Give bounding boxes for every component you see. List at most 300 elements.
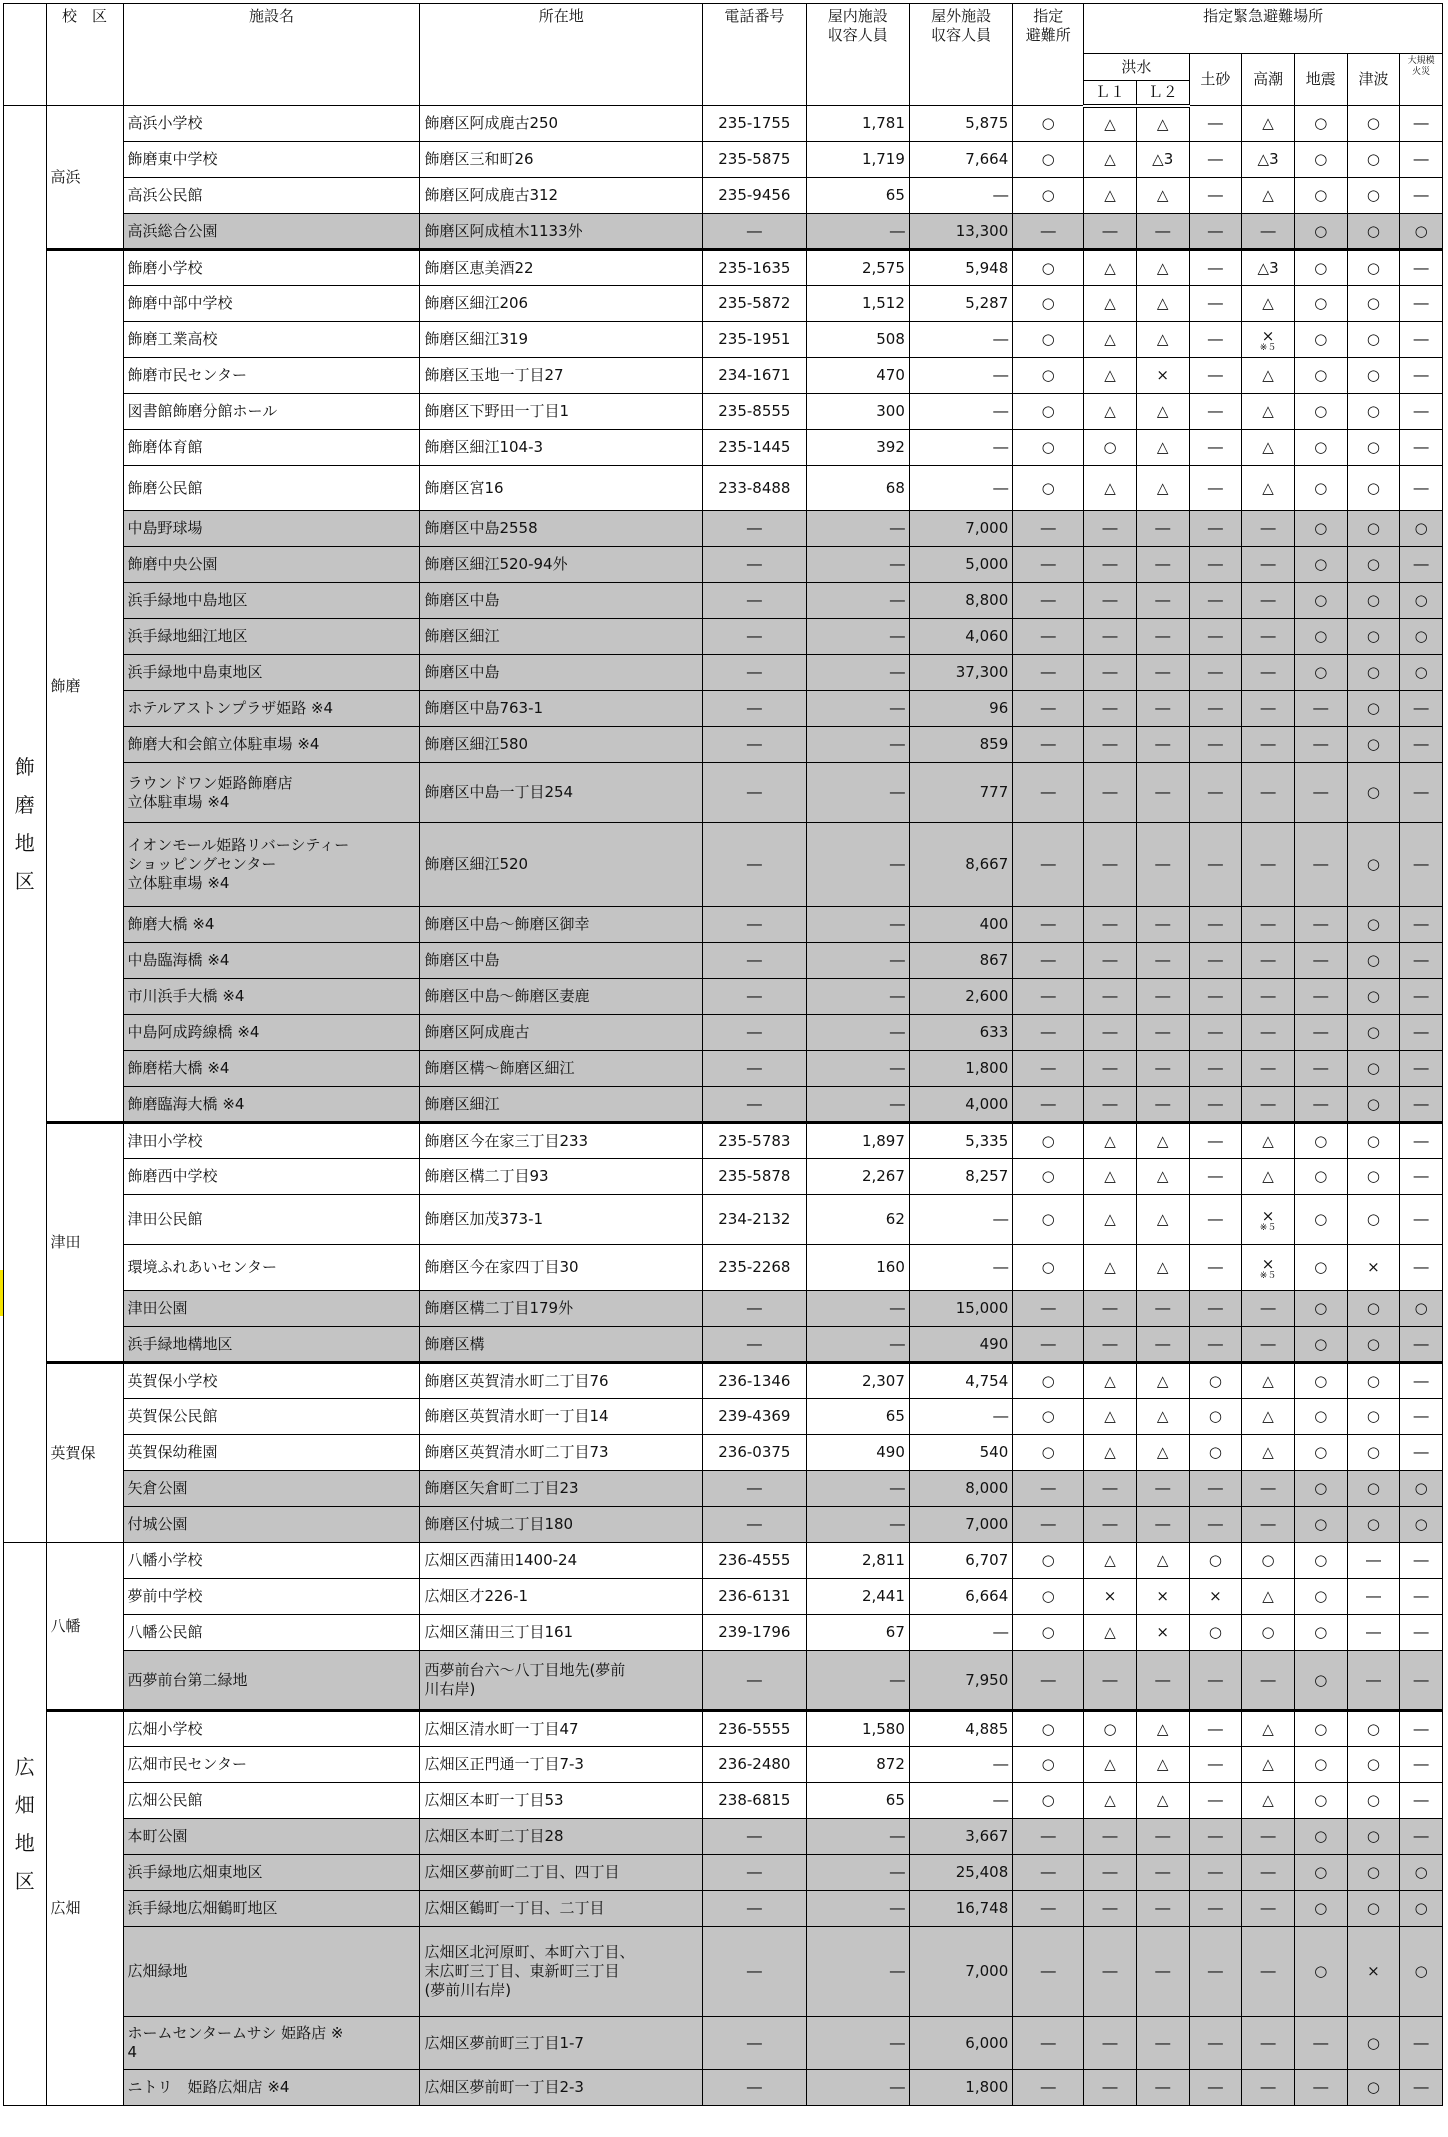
cell-landslide: [1189, 358, 1242, 394]
cell-outdoor-capacity-value: 7,664: [965, 150, 1009, 168]
cell-facility-name-value: 夢前中学校: [127, 1587, 203, 1605]
cell-outdoor-capacity-value: 5,948: [965, 258, 1009, 277]
cell-flood-l1: [1084, 466, 1137, 511]
cell-indoor-capacity: [806, 1015, 909, 1051]
cell-large-fire: [1400, 142, 1443, 178]
cell-flood-l1-value: ―: [1102, 1515, 1118, 1533]
cell-designated-shelter: [1013, 1783, 1084, 1819]
cell-designated-shelter-value: ―: [1040, 1299, 1056, 1317]
cell-phone: [703, 1015, 806, 1051]
cell-designated-shelter: [1013, 1363, 1084, 1399]
cell-flood-l2: [1136, 430, 1189, 466]
table-row: [4, 823, 1443, 907]
cell-storm-surge: [1242, 394, 1295, 430]
cell-address: [420, 1363, 703, 1399]
table-row: [4, 214, 1443, 250]
cell-storm-surge: [1242, 1245, 1295, 1291]
cell-flood-l1-value: ―: [1102, 2078, 1118, 2096]
cell-large-fire-value: ○: [1414, 519, 1428, 537]
cell-phone: [703, 583, 806, 619]
cell-tsunami: [1347, 1435, 1400, 1471]
cell-indoor-capacity: [806, 1927, 909, 2017]
cell-designated-shelter-value: ―: [1040, 1899, 1056, 1917]
cell-address-value: 飾磨区中島763-1: [424, 699, 544, 717]
cell-tsunami-value: ○: [1366, 915, 1380, 933]
cell-facility-name: [123, 1327, 420, 1363]
table-row: [4, 1245, 1443, 1291]
cell-designated-shelter-value: ―: [1040, 735, 1056, 753]
cell-tsunami: [1347, 1891, 1400, 1927]
cell-outdoor-capacity-value: 867: [979, 951, 1009, 969]
cell-earthquake: [1294, 1471, 1347, 1507]
cell-tsunami-value: ―: [1365, 1551, 1381, 1569]
cell-flood-l2-value: ―: [1155, 2033, 1171, 2052]
cell-tsunami: [1347, 1399, 1400, 1435]
cell-tsunami: [1347, 691, 1400, 727]
cell-storm-surge: [1242, 1327, 1295, 1363]
cell-address-value: 飾磨区英賀清水町二丁目73: [424, 1443, 609, 1461]
header-storm-surge: 高潮: [1242, 54, 1295, 106]
cell-flood-l1: [1084, 943, 1137, 979]
cell-landslide-value: ―: [1207, 2078, 1223, 2096]
cell-phone: [703, 430, 806, 466]
cell-outdoor-capacity: [909, 106, 1012, 142]
cell-landslide-value: ―: [1207, 1023, 1223, 1041]
cell-flood-l2-value: ―: [1155, 555, 1171, 573]
cell-designated-shelter-value: ○: [1041, 366, 1055, 384]
cell-storm-surge: [1242, 1507, 1295, 1543]
cell-earthquake-value: ○: [1314, 1827, 1328, 1845]
cell-flood-l2-value: △: [1156, 1371, 1169, 1390]
cell-facility-name: [123, 619, 420, 655]
cell-phone-value: ―: [746, 2033, 762, 2052]
cell-large-fire: [1400, 2070, 1443, 2106]
cell-designated-shelter-value: ―: [1040, 1094, 1056, 1113]
cell-facility-name-value: 広畑小学校: [127, 1719, 203, 1738]
cell-storm-surge-value: △: [1262, 114, 1274, 132]
cell-indoor-capacity: [806, 178, 909, 214]
cell-phone: [703, 1327, 806, 1363]
cell-facility-name: [123, 943, 420, 979]
cell-large-fire: [1400, 1747, 1443, 1783]
cell-earthquake-value: ―: [1313, 1059, 1329, 1077]
cell-phone-value: 235-5878: [718, 1167, 791, 1185]
cell-landslide: [1189, 763, 1242, 823]
cell-large-fire-value: ―: [1413, 1587, 1429, 1605]
cell-flood-l2-value: △: [1156, 1443, 1169, 1461]
cell-address: [420, 763, 703, 823]
cell-indoor-capacity-value: ―: [889, 1299, 905, 1317]
cell-earthquake: [1294, 1015, 1347, 1051]
table-row: [4, 394, 1443, 430]
cell-designated-shelter-value: ―: [1040, 663, 1056, 681]
storm-surge-footnote: ※５: [1259, 342, 1277, 353]
cell-address-value: 飾磨区構二丁目93: [424, 1167, 549, 1185]
cell-outdoor-capacity-value: ―: [993, 330, 1009, 348]
cell-flood-l2-value: △3: [1152, 150, 1174, 168]
cell-address: [420, 1087, 703, 1123]
cell-large-fire-value: ―: [1413, 1443, 1429, 1461]
cell-indoor-capacity: [806, 250, 909, 286]
cell-outdoor-capacity: [909, 2070, 1012, 2106]
cell-earthquake: [1294, 1245, 1347, 1291]
cell-landslide: [1189, 2070, 1242, 2106]
cell-landslide-value: ―: [1207, 1167, 1223, 1185]
cell-outdoor-capacity-value: 8,000: [965, 1479, 1009, 1497]
cell-address-value: 広畑区鶴町一丁目、二丁目: [424, 1899, 605, 1917]
cell-outdoor-capacity: [909, 1783, 1012, 1819]
cell-storm-surge: [1242, 1711, 1295, 1747]
cell-tsunami: [1347, 250, 1400, 286]
cell-earthquake: [1294, 1363, 1347, 1399]
cell-phone-value: ―: [746, 221, 762, 240]
cell-address-value: 飾磨区構～飾磨区細江: [424, 1059, 575, 1077]
cell-large-fire: [1400, 1051, 1443, 1087]
cell-flood-l1-value: ―: [1102, 987, 1118, 1005]
cell-facility-name: [123, 1159, 420, 1195]
cell-storm-surge: [1242, 430, 1295, 466]
cell-indoor-capacity-value: 2,441: [861, 1587, 905, 1605]
cell-storm-surge: [1242, 250, 1295, 286]
cell-large-fire-value: ―: [1413, 1623, 1429, 1641]
cell-earthquake-value: ―: [1313, 783, 1329, 801]
cell-designated-shelter-value: ―: [1040, 1827, 1056, 1845]
cell-flood-l2-value: △: [1156, 258, 1169, 277]
cell-indoor-capacity: [806, 1363, 909, 1399]
cell-landslide: [1189, 1507, 1242, 1543]
cell-flood-l2: [1136, 511, 1189, 547]
cell-flood-l1-value: △: [1104, 1167, 1116, 1185]
cell-facility-name-value: 高浜総合公園: [127, 221, 218, 240]
cell-address: [420, 1543, 703, 1579]
cell-tsunami: [1347, 1291, 1400, 1327]
cell-flood-l2-value: ―: [1155, 221, 1171, 240]
cell-earthquake-value: ○: [1314, 1258, 1328, 1276]
cell-large-fire-value: ―: [1413, 150, 1429, 168]
cell-large-fire-value: ―: [1413, 402, 1429, 420]
cell-flood-l2-value: ―: [1155, 951, 1171, 969]
cell-flood-l2-value: △: [1156, 438, 1169, 456]
cell-phone: [703, 466, 806, 511]
cell-flood-l1-value: △: [1104, 1407, 1116, 1425]
cell-earthquake: [1294, 1159, 1347, 1195]
cell-outdoor-capacity: [909, 547, 1012, 583]
cell-flood-l2-value: ―: [1155, 1827, 1171, 1845]
cell-landslide-value: ×: [1209, 1587, 1222, 1605]
table-row: [4, 250, 1443, 286]
cell-flood-l2: [1136, 250, 1189, 286]
cell-large-fire: [1400, 394, 1443, 430]
cell-designated-shelter-value: ―: [1040, 2078, 1056, 2096]
cell-tsunami-value: ○: [1366, 1827, 1380, 1845]
cell-designated-shelter: [1013, 1507, 1084, 1543]
cell-earthquake: [1294, 358, 1347, 394]
cell-indoor-capacity-value: 470: [876, 366, 905, 384]
cell-outdoor-capacity: [909, 727, 1012, 763]
table-row: [4, 1015, 1443, 1051]
cell-outdoor-capacity-value: 777: [979, 783, 1009, 801]
cell-phone-value: 235-1445: [718, 438, 791, 456]
cell-storm-surge: [1242, 907, 1295, 943]
cell-flood-l1-value: ―: [1102, 1299, 1118, 1317]
cell-earthquake-value: ○: [1314, 663, 1328, 681]
cell-indoor-capacity: [806, 1891, 909, 1927]
cell-indoor-capacity: [806, 547, 909, 583]
cell-large-fire: [1400, 1435, 1443, 1471]
cell-landslide-value: ―: [1207, 1899, 1223, 1917]
cell-storm-surge: [1242, 619, 1295, 655]
cell-earthquake-value: ―: [1313, 951, 1329, 969]
cell-indoor-capacity-value: ―: [889, 2033, 905, 2052]
cell-tsunami-value: ○: [1366, 1334, 1380, 1353]
cell-outdoor-capacity: [909, 1327, 1012, 1363]
cell-flood-l1: [1084, 1927, 1137, 2017]
cell-indoor-capacity-value: 62: [885, 1210, 905, 1228]
cell-phone-value: 239-4369: [718, 1407, 791, 1425]
cell-facility-name: [123, 2017, 420, 2070]
cell-indoor-capacity: [806, 1195, 909, 1245]
cell-tsunami: [1347, 322, 1400, 358]
cell-tsunami-value: ○: [1366, 402, 1380, 420]
cell-storm-surge: [1242, 1543, 1295, 1579]
cell-tsunami-value: ○: [1366, 221, 1380, 240]
cell-address: [420, 286, 703, 322]
cell-designated-shelter-value: ○: [1041, 1443, 1055, 1461]
cell-indoor-capacity: [806, 979, 909, 1015]
cell-landslide: [1189, 1087, 1242, 1123]
cell-facility-name-value: 飾磨体育館: [127, 438, 203, 456]
cell-indoor-capacity: [806, 511, 909, 547]
cell-tsunami-value: ○: [1366, 663, 1380, 681]
cell-designated-shelter-value: ―: [1040, 1515, 1056, 1533]
cell-flood-l1-value: ―: [1102, 699, 1118, 717]
cell-outdoor-capacity: [909, 1195, 1012, 1245]
cell-address: [420, 2017, 703, 2070]
cell-flood-l2: [1136, 727, 1189, 763]
cell-tsunami-value: ―: [1365, 1623, 1381, 1641]
cell-flood-l2-value: ×: [1156, 1623, 1169, 1641]
cell-landslide: [1189, 1435, 1242, 1471]
storm-surge-footnote: ※５: [1259, 1270, 1277, 1281]
cell-flood-l2: [1136, 358, 1189, 394]
cell-designated-shelter-value: ○: [1041, 1210, 1055, 1228]
cell-landslide: [1189, 727, 1242, 763]
district-label: 広 畑 地 区: [14, 1754, 35, 1893]
cell-designated-shelter: [1013, 1435, 1084, 1471]
cell-landslide: [1189, 1651, 1242, 1711]
cell-tsunami-value: ○: [1366, 478, 1380, 497]
cell-storm-surge-value: ―: [1260, 555, 1276, 573]
cell-outdoor-capacity-value: 859: [979, 735, 1009, 753]
cell-earthquake-value: ○: [1314, 1334, 1328, 1353]
cell-tsunami: [1347, 178, 1400, 214]
cell-large-fire: [1400, 1327, 1443, 1363]
cell-earthquake: [1294, 943, 1347, 979]
cell-tsunami: [1347, 1615, 1400, 1651]
cell-flood-l2: [1136, 1245, 1189, 1291]
cell-flood-l2: [1136, 1783, 1189, 1819]
cell-large-fire-value: ―: [1413, 1023, 1429, 1041]
cell-outdoor-capacity-value: ―: [993, 1623, 1009, 1641]
cell-facility-name-value: 浜手緑地広畑東地区: [127, 1863, 263, 1881]
cell-indoor-capacity: [806, 1123, 909, 1159]
cell-landslide: [1189, 1891, 1242, 1927]
cell-flood-l2-value: ―: [1155, 1299, 1171, 1317]
cell-storm-surge-value: ―: [1260, 1023, 1276, 1041]
cell-designated-shelter: [1013, 727, 1084, 763]
cell-phone-value: ―: [746, 1863, 762, 1881]
cell-outdoor-capacity-value: 15,000: [955, 1299, 1009, 1317]
cell-storm-surge: [1242, 691, 1295, 727]
table-row: [4, 2070, 1443, 2106]
cell-phone-value: 235-9456: [718, 186, 791, 204]
cell-outdoor-capacity: [909, 1747, 1012, 1783]
cell-storm-surge: [1242, 763, 1295, 823]
cell-tsunami: [1347, 511, 1400, 547]
cell-storm-surge: [1242, 142, 1295, 178]
cell-tsunami-value: ○: [1366, 1210, 1380, 1228]
cell-tsunami: [1347, 1855, 1400, 1891]
cell-facility-name: [123, 2070, 420, 2106]
cell-designated-shelter: [1013, 1615, 1084, 1651]
cell-flood-l1-value: △: [1104, 1131, 1116, 1150]
cell-earthquake: [1294, 619, 1347, 655]
cell-landslide: [1189, 1245, 1242, 1291]
cell-outdoor-capacity-value: 7,950: [965, 1670, 1009, 1689]
cell-indoor-capacity: [806, 358, 909, 394]
cell-address-value: 飾磨区付城二丁目180: [424, 1515, 574, 1533]
cell-large-fire: [1400, 1123, 1443, 1159]
cell-tsunami: [1347, 358, 1400, 394]
cell-phone: [703, 1783, 806, 1819]
cell-phone: [703, 1399, 806, 1435]
cell-storm-surge: [1242, 1015, 1295, 1051]
cell-flood-l2: [1136, 1015, 1189, 1051]
cell-earthquake: [1294, 763, 1347, 823]
cell-landslide-value: ―: [1207, 330, 1223, 348]
cell-address-value: 飾磨区阿成鹿古: [424, 1023, 530, 1041]
cell-designated-shelter-value: ―: [1040, 1059, 1056, 1077]
cell-address: [420, 358, 703, 394]
cell-address: [420, 1783, 703, 1819]
cell-tsunami: [1347, 763, 1400, 823]
cell-tsunami: [1347, 1543, 1400, 1579]
cell-storm-surge: [1242, 1399, 1295, 1435]
cell-phone-value: ―: [746, 591, 762, 609]
cell-outdoor-capacity-value: 2,600: [965, 987, 1009, 1005]
cell-outdoor-capacity: [909, 1123, 1012, 1159]
cell-landslide-value: ―: [1207, 519, 1223, 537]
cell-facility-name: [123, 1399, 420, 1435]
cell-flood-l1: [1084, 1471, 1137, 1507]
cell-address-value: 広畑区西蒲田1400-24: [424, 1551, 578, 1569]
cell-indoor-capacity-value: 1,781: [861, 114, 905, 132]
cell-flood-l1: [1084, 583, 1137, 619]
cell-address-value: 広畑区夢前町三丁目1-7: [424, 2033, 584, 2052]
cell-address: [420, 1015, 703, 1051]
cell-outdoor-capacity-value: 37,300: [955, 663, 1009, 681]
cell-large-fire: [1400, 430, 1443, 466]
cell-storm-surge-value: ―: [1260, 699, 1276, 717]
cell-phone-value: ―: [746, 1094, 762, 1113]
cell-designated-shelter: [1013, 1651, 1084, 1711]
cell-outdoor-capacity-value: 96: [989, 699, 1009, 717]
header-school: 校 区: [46, 4, 123, 106]
cell-earthquake-value: ○: [1314, 402, 1328, 420]
cell-flood-l1: [1084, 250, 1137, 286]
cell-indoor-capacity: [806, 1051, 909, 1087]
cell-indoor-capacity: [806, 286, 909, 322]
cell-designated-shelter: [1013, 655, 1084, 691]
cell-address: [420, 1747, 703, 1783]
cell-storm-surge: [1242, 1159, 1295, 1195]
cell-phone-value: ―: [746, 1962, 762, 1980]
cell-outdoor-capacity: [909, 358, 1012, 394]
cell-earthquake-value: ○: [1314, 330, 1328, 348]
cell-flood-l2-value: △: [1156, 1755, 1169, 1773]
cell-large-fire-value: ○: [1414, 1479, 1428, 1497]
cell-flood-l2: [1136, 286, 1189, 322]
cell-outdoor-capacity-value: 13,300: [955, 221, 1009, 240]
cell-tsunami-value: ○: [1366, 1863, 1380, 1881]
cell-facility-name: [123, 1927, 420, 2017]
cell-landslide: [1189, 511, 1242, 547]
cell-flood-l1-value: ―: [1102, 951, 1118, 969]
cell-landslide: [1189, 943, 1242, 979]
cell-facility-name-value: 飾磨工業高校: [127, 330, 218, 348]
table-row: [4, 2017, 1443, 2070]
cell-designated-shelter: [1013, 1579, 1084, 1615]
cell-storm-surge-value: ×: [1261, 1254, 1275, 1273]
cell-indoor-capacity-value: 2,575: [861, 258, 905, 277]
cell-earthquake-value: ―: [1313, 735, 1329, 753]
cell-tsunami-value: ○: [1366, 1791, 1380, 1809]
table-row: [4, 1123, 1443, 1159]
cell-phone: [703, 691, 806, 727]
cell-flood-l1-value: ―: [1102, 591, 1118, 609]
cell-address-value: 飾磨区今在家三丁目233: [424, 1131, 589, 1150]
cell-storm-surge: [1242, 1435, 1295, 1471]
cell-address-value: 飾磨区矢倉町二丁目23: [424, 1479, 579, 1497]
cell-flood-l1-value: △: [1104, 1371, 1116, 1390]
cell-tsunami: [1347, 1195, 1400, 1245]
cell-large-fire: [1400, 907, 1443, 943]
cell-indoor-capacity-value: 65: [885, 186, 905, 204]
cell-address: [420, 178, 703, 214]
cell-large-fire-value: ―: [1413, 555, 1429, 573]
cell-address: [420, 1711, 703, 1747]
cell-address-value: 飾磨区細江: [424, 1094, 500, 1113]
cell-indoor-capacity-value: ―: [889, 1962, 905, 1980]
cell-phone-value: 236-1346: [718, 1371, 791, 1390]
cell-storm-surge: [1242, 2070, 1295, 2106]
cell-flood-l2-value: △: [1156, 1210, 1169, 1228]
cell-flood-l1-value: △: [1104, 1791, 1116, 1809]
cell-large-fire: [1400, 763, 1443, 823]
cell-flood-l2-value: △: [1156, 1791, 1169, 1809]
cell-large-fire-value: ―: [1413, 1059, 1429, 1077]
cell-earthquake: [1294, 547, 1347, 583]
cell-phone: [703, 943, 806, 979]
cell-earthquake: [1294, 1615, 1347, 1651]
cell-flood-l1-value: △: [1104, 114, 1116, 133]
cell-outdoor-capacity: [909, 1651, 1012, 1711]
cell-flood-l2-value: ―: [1155, 783, 1171, 801]
cell-large-fire: [1400, 286, 1443, 322]
cell-large-fire-value: ○: [1414, 591, 1428, 609]
cell-landslide: [1189, 1819, 1242, 1855]
cell-facility-name-value: 英賀保公民館: [127, 1407, 218, 1425]
